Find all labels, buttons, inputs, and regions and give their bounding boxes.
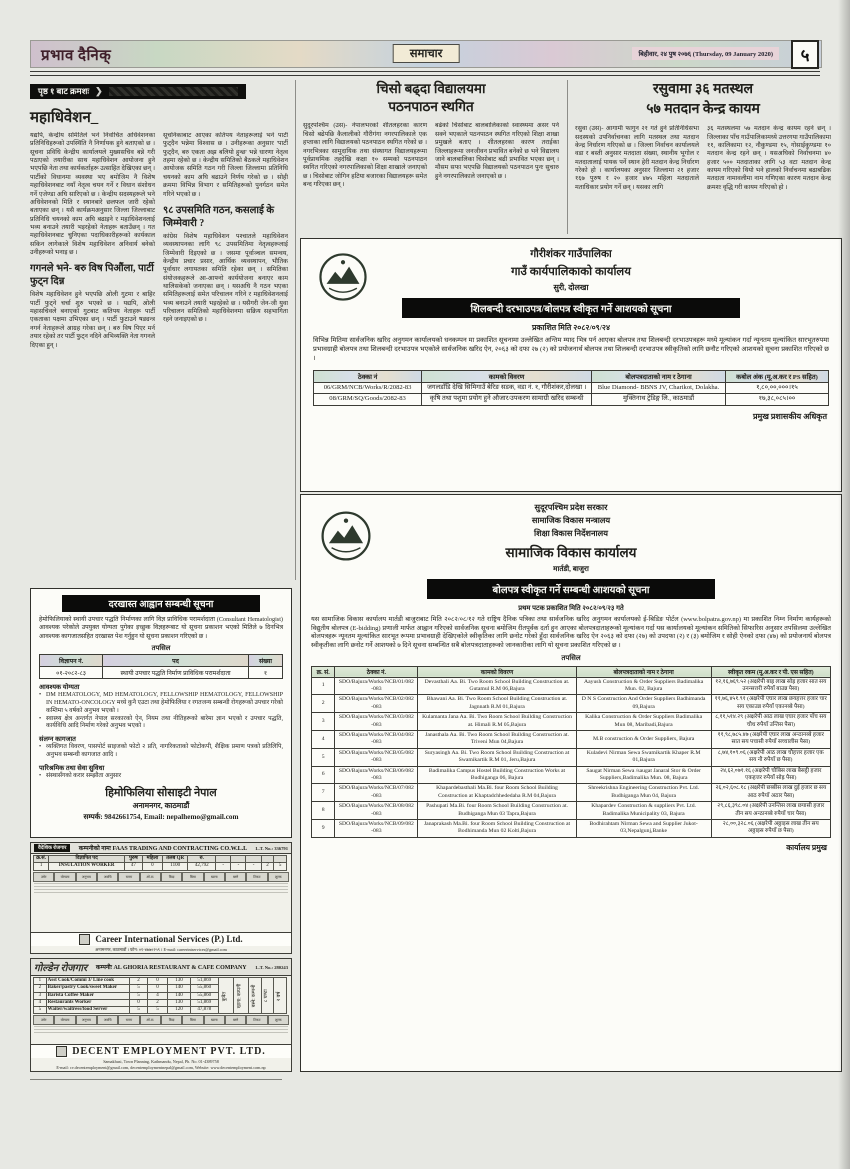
column-divider — [567, 80, 568, 234]
page-number: ५ — [791, 40, 819, 69]
body-paragraph: यद्यपि, केन्द्रीय समितिले भने निर्वाचित अधिवेशनका प्रतिनिधिहरूको उपस्थिति नै निर्णायक हुने बताएको छ । सूचना प्रविधि केन्द्रीय कार्यालयले मुख्यसचिव बन्ने गरी पठाएको तयारीका साथ महाधिवेशन आयोजना हुने भएपछि नेता तथा कार्यकर्ताहरू उत्साहित देखिएका छन् । पार्टीको विधानमा व्यवस्था भए बमोजिम नै विशेष महाधिवेशनबाट नयाँ नेतृत्व चयन गर्ने र विधान संशोधन गर्ने एजेण्डा अघि सारिएको छ । केन्द्रीय सदस्यहरूले भने अधिवेशनको मिति र स्थानबारे छलफल जारी रहेको बताएका छन् । यसै कार्यक्रमअनुसार जिल्ला जिल्लाबाट प्रतिनिधि चयनको काम अघि बढाइने र महाधिवेशनलाई भव्य बनाउने तयारी भइरहेको नेताहरू बताउँछन् । गत महाधिवेशनबाट चुनिएका पदाधिकारीहरूको कार्यकाल सकिन लागेकाले विशेष महाधिवेशन अनिवार्य बनेको उनीहरूको भनाइ छ । — [30, 132, 155, 257]
col-header: स्वीकृत रकम (मू.अ.कर र पी. एस सहित) — [711, 666, 830, 677]
bottom-rule — [30, 1079, 282, 1080]
bidder: Bodhirahtam Nirman Sewa and Supplier Jukot-03,Nepalgunj,Banke — [576, 820, 711, 838]
tender-table — [313, 370, 829, 406]
ad-category-tag: वैदेशिक रोजगार — [34, 844, 70, 852]
table-row — [312, 713, 831, 731]
agency-email: E-mail: cv.decentemployment@gmail.com, decentemploymentnepal@gmail.com, Website: www.decentemployment.com.np — [56, 1064, 266, 1070]
qualification-item — [39, 692, 283, 716]
bidder: Aayush Construction & Order Suppliers Badimalika Mun. 02, Bajura — [576, 677, 711, 695]
article-title-line1: रसुवामा ३६ मतस्थल — [652, 82, 754, 97]
notice-letterhead — [301, 495, 841, 574]
notice-title-banner: शिलबन्दी दरभाउपत्र/बोलपत्र स्वीकृत गर्ने आशयको सूचना — [402, 298, 740, 318]
sn: 6 — [312, 766, 335, 784]
vacancy-table — [39, 654, 283, 679]
chevron-right-icon: ❯ — [95, 86, 103, 96]
salary: 140 — [168, 985, 191, 992]
npr-equivalent: 51,869 — [190, 999, 218, 1006]
col-header — [261, 856, 274, 863]
col-header: महिला — [142, 856, 162, 863]
decent-employment-ad — [30, 958, 292, 1072]
bidder: D N S Construction And Order Suppliers Badhimanda 09,Bajura — [576, 695, 711, 713]
tender-no: 08/GRM/SQ/Goods/2082-83 — [314, 394, 422, 406]
extra-cell: - — [246, 863, 261, 870]
body-paragraph: रसुवा (उस)- आगामी फागुन २१ गते हुने प्रतिनिधिसभा सदस्यको उपनिर्वाचनका लागि मतस्थल तथा मतदान केन्द्र निर्धारण गरिएको छ । जिल्ला निर्वाचन कार्यालयले वडा र बस्ती अनुसार मतदाता संख्या, स्थानीय भूगोल र मतदातालाई पायक पर्ने स्थान हेरी मतदान केन्द्र निर्धारण गरेको हो । कार्यालयका अनुसार जिल्लामा २१ हजार १६७ पुरुष र २० हजार ४७५ महिला मतदाताले मताधिकार प्रयोग गर्ने छन् । यसका लागि — [575, 125, 699, 191]
side-label: खाना: कम्पनी — [233, 978, 248, 1014]
col-header: बोलपत्रदाताको नाम र ठेगाना — [592, 370, 726, 382]
article-body — [575, 125, 831, 237]
publish-date: प्रकाशित मिति २०८२/०९/२४ — [531, 323, 611, 332]
company-text: FAAS TRADING AND CONTRACTING CO.W.L.L — [112, 846, 248, 852]
bidder: M.B construction & Order Suppliers, Bajura — [576, 731, 711, 749]
condition-col: बिदा — [161, 872, 182, 882]
tender-no: 06/GRM/NCB/Works/R/2082-83 — [314, 382, 422, 394]
condition-col: खाना — [204, 1015, 225, 1025]
tender-no: SDO/Bajura/Works/NCB/09/082-083 — [335, 820, 418, 838]
agency-address: Samakhusi, Town Planning, Kathmandu, Nepal, Ph. No. 01-4389758 — [103, 1059, 219, 1065]
col-header — [274, 856, 287, 863]
hatch-decoration — [109, 87, 238, 96]
work-desc: Kulamanta Jana Aa. Bi. Two Room School Building Construction at. Himali R.M 05,Bajura — [418, 713, 576, 731]
female-count: 2 — [147, 999, 167, 1006]
salary: 130 — [168, 999, 191, 1006]
office-name: सामाजिक विकास कार्यालय — [505, 545, 637, 560]
condition-col: बस्ने — [225, 1015, 246, 1025]
tender-no: SDO/Bajura/Works/NCB/08/082-083 — [335, 802, 418, 820]
article-subhead: ९८ उपसमिति गठन, कसलाई के जिम्मेवारी ? — [163, 204, 275, 229]
notice-body: विभिन्न मितिमा सार्वजनिक खरिद अनुगमन कार्यालयको धनकम्पन मा प्रकाशित सूचनामा उल्लेखित अन्तिम म्याद भित्र पर्न आएका बोलपत्र तथा शिलबन्दी दरभाउपत्रहरू मध्ये मूल्यांकन गर्दा न्यूनतम मूल्यांकित सारभूतरुपमा प्रभावग्राही बोलपत्र तथा शिलबन्दी दरभाउपत्र भएकोले सार्वजनिक खरिद ऐन, २०६३ को दफा २७ (२) को प्रयोजनार्थ बोलपत्र तथा शिलबन्दी दरभाउपत्र स्वीकृतिको लागि छनौट गरिएको आशयको सूचना प्रकाशित गरिएको छ । — [313, 337, 829, 362]
post: Baker/pastry Cook/sweet Maker — [46, 985, 130, 992]
nepal-government-emblem-icon — [319, 509, 373, 568]
col-header: तलब QR — [163, 856, 188, 863]
condition-col: बिदा — [161, 1015, 182, 1025]
salary: 140 — [168, 992, 191, 999]
sn: 1 — [34, 863, 49, 870]
col-header: पुरुष — [125, 856, 143, 863]
ad-position-table — [33, 977, 287, 1014]
col-header: संख्या — [248, 654, 282, 666]
bidder: Kalika Construction & Order Suppliers Badimalika Mun 08, Maribadi,Bajura — [576, 713, 711, 731]
notice-title-banner: दरखास्त आह्वान सम्बन्धी सूचना — [62, 595, 260, 612]
col-header: क्र.सं. — [34, 856, 49, 863]
col-header — [231, 856, 246, 863]
ad-brand: गोल्डेन रोजगार — [34, 963, 88, 974]
signatory: प्रमुख प्रशासकीय अधिकृत — [752, 411, 827, 421]
work-desc: Bhawani Aa. Bi. Two Room School Building Construction at. Jagnnath R.M 01,Bajura — [418, 695, 576, 713]
work-desc: Badimalika Campus Hostel Building Construction Works at Budhiganga 06, Bajura — [418, 766, 576, 784]
documents-heading: संलग्न कागजात — [39, 736, 76, 744]
post: Restaurants Worker — [46, 999, 130, 1006]
publish-date: प्रथम पटक प्रकाशित मिति २०८२/०९/२३ गते — [518, 605, 624, 612]
work-desc: जगलडाँडि देखि सिमिगाउँ बेरिङ सडक, वडा नं. १, गौरीशंकर,दोलखा । — [422, 382, 592, 394]
tender-no: SDO/Bajura/Works/NCB/02/082-083 — [335, 695, 418, 713]
condition-col: घण्टा — [118, 1015, 139, 1025]
agency-name: Career International Services (P.) Ltd. — [95, 934, 243, 945]
extra-cell: 2 — [261, 863, 274, 870]
column-divider — [295, 80, 296, 580]
table-row — [312, 695, 831, 713]
male-count: 5 — [130, 992, 148, 999]
condition-col: अनुभव — [76, 1015, 97, 1025]
sn: 7 — [312, 784, 335, 802]
sdo-notice — [300, 494, 842, 1072]
male-count: 0 — [130, 999, 148, 1006]
work-desc: Khapardebasthali Ma.Bi. four Room School Building Construction at Khaptadchhededaha R.M 04,Bajura — [418, 784, 576, 802]
salary: 130 — [168, 978, 191, 985]
agency-logo-icon — [79, 934, 90, 945]
sn: 2 — [312, 695, 335, 713]
mid-article — [303, 80, 559, 232]
condition-col: घण्टा — [118, 872, 139, 882]
bullet: • — [39, 773, 42, 780]
ad-table-row — [34, 863, 287, 870]
col-header: बोलपत्रदाताको नाम र ठेगाना — [576, 666, 711, 677]
col-header: क्र. सं. — [312, 666, 335, 677]
bidder: Blue Diamond- BBNS JV, Charikot, Dolakha. — [592, 382, 726, 394]
condition-col: उमेर — [33, 872, 54, 882]
post: Waiter/waitress/food Server — [46, 1007, 130, 1014]
bullet: • — [39, 691, 42, 698]
extra-cell: - — [231, 863, 246, 870]
extra-cell: - — [216, 863, 231, 870]
date-line: बिहीवार, २४ पुष २०७६ (Thursday, 09 January 2020) — [632, 47, 779, 60]
condition-col: बिमा — [182, 872, 203, 882]
ad-header — [31, 959, 291, 976]
condition-col: ओ.टा. — [140, 872, 161, 882]
sn: 5 — [34, 1007, 47, 1014]
ad-fineprint — [34, 883, 288, 895]
agency-contact — [31, 1058, 291, 1071]
table-header-row — [40, 654, 283, 666]
ad-table-header — [34, 856, 287, 863]
body-paragraph: विशेष महाधिवेशन हुने भएपछि ओली गुटमा र बाहिर पार्टी फुट्ने चर्चा शुरु भएको छ । यद्यपि, ओली महासचिवले बनाएको गुटबाट कतिपय नेताहरू पार्टी एकताका पक्षमा उभिएका छन् । पार्टी फुटाउने षड्यन्त्र नगर्न नेताहरूले आग्रह गरेका छन् । बरु विष पिएर मर्न तयार रहेको तर पार्टी फुट्न नदिने अभिव्यक्ति नेता गगनले दिएका हुन् । — [30, 291, 155, 349]
company-label: कम्पनीको नामः — [78, 846, 111, 852]
body-paragraph: सुदूरपश्चिम (उस)- नेपालभरको शीतलहरका कारण चिसो बढेपछि कैलालीको गौरीगंगा नगरपालिकाले एक हप्ताका लागि विद्यालयको पठनपाठन स्थगित गरेको छ । नगरभित्रका सामुदायिक तथा संस्थागत विद्यालयहरूमा पूर्वप्राथमिक तहदेखि कक्षा १० सम्मको पठनपाठन स्थगित गरिएको नगरपालिकाको शिक्षा शाखाले जनाएको छ । चिसोबाट जोगिन हटिया बजारका विद्यालयहरू समेत बन्द गरिएका छन् । — [303, 122, 427, 188]
sn: 8 — [312, 802, 335, 820]
salary: 1100 — [163, 863, 188, 870]
pay-item — [39, 773, 283, 781]
condition-col: अवधि — [97, 872, 118, 882]
amount: ८,११,५१४.२९ (अक्षरेपी आठ लाख एघार हजार पाँच सय चौध रुपैयाँ उन्तिस पैसा) — [711, 713, 830, 731]
work-desc: Janasthala Aa. Bi. Two Room School Building Construction at. Triveni Mun 04,Bajura — [418, 731, 576, 749]
gov-line: सामाजिक विकास मन्त्रालय — [531, 516, 611, 525]
qualification-text: DM HEMATOLOGY, MD HEMATOLOGY, FELLOWSHIP HEMATOLOGY, FELLOWSHIP IN HEMATO-ONCOLOGY मध्ये कुनै एउटा तथा हेमोफिलिया र रगतजन्य सम्बन्धी रोगहरूको उपचार गरेको कम्तिमा ५ वर्षको अनुभव भएको । — [46, 691, 283, 714]
article-body — [30, 132, 288, 584]
female-count: 0 — [147, 985, 167, 992]
agency-contact: अनामनगर, काठमाडौं । फोन: ०१-४७७०२५९ । E-mail: careerintservices@gmail.com — [95, 946, 227, 952]
salary: 120 — [168, 1007, 191, 1014]
tender-no: SDO/Bajura/Works/NCB/05/082-083 — [335, 748, 418, 766]
signatory: कार्यालय प्रमुख — [786, 842, 827, 852]
org-name: हिमोफिलिया सोसाइटी नेपाल — [105, 787, 217, 800]
extra-cell: 5 — [274, 863, 287, 870]
bid-table — [311, 666, 831, 838]
col-header: विज्ञापन नं. — [40, 654, 103, 666]
masthead — [30, 40, 822, 68]
qualification-heading: आवश्यक योग्यता — [39, 683, 80, 691]
hemophilia-notice — [30, 588, 292, 838]
lt-number: L.T. No.: 280243 — [255, 964, 288, 970]
article-body — [303, 122, 559, 232]
condition-col: योग्यता — [54, 872, 75, 882]
table-header-row — [314, 370, 829, 382]
article-title-line1: चिसो बढ्दा विद्यालयमा — [376, 81, 486, 96]
agency-banner — [31, 932, 291, 946]
company-name — [91, 963, 252, 971]
body-paragraph: बढेको चिसोबाट बालबालिकाको स्वास्थ्यमा असर पर्न सक्ने भएकाले पठनपाठन स्थगित गरिएको शिक्षा शाखा प्रमुखले बताए । शीतलहरका कारण तराईका जिल्लाहरूमा जनजीवन प्रभावित बनेको छ भने विद्यालय जाने बालबालिका चिसोबाट बढी प्रभावित भएका छन् । मौसम सफा भएपछि विद्यालयको पठनपाठन पुनः सुचारु हुने नगरपालिकाले जनाएको छ । — [435, 122, 559, 180]
continued-label: पृष्ठ १ बाट क्रमशः — [38, 86, 90, 96]
sn: 4 — [34, 999, 47, 1006]
table-header-row — [312, 666, 831, 677]
sn: 3 — [34, 992, 47, 999]
amount: ८,७४,१०९.०६ (अक्षरेपी आठ लाख चौहत्तर हजार एक सय नौ रुपैयाँ छ पैसा) — [711, 748, 830, 766]
sn: 4 — [312, 731, 335, 749]
col-header: रु. — [188, 856, 216, 863]
npr-equivalent: 47,878 — [190, 1007, 218, 1014]
amount: २९,८६,३९८.०४ (अक्षरेपी उनन्तिस लाख छयासी हजार तीन सय अन्ठानब्बे रुपैयाँ चार पैसा) — [711, 802, 830, 820]
side-label: कुवेत — [218, 978, 233, 1014]
bidder: मुक्तिनाथ ट्रेडिङ्ग लि., काठमाडौं — [592, 394, 726, 406]
work-desc: Pashupati Ma.Bi. four Room School Building Construction at. Budhiganga Mun 03 Tapra,Bajura — [418, 802, 576, 820]
sn: 1 — [312, 677, 335, 695]
tapasil-label: तपसिल — [151, 644, 171, 652]
condition-col: बस्ने — [225, 872, 246, 882]
table-row — [314, 394, 829, 406]
male-count: 5 — [130, 985, 148, 992]
continued-from-page1-box — [30, 84, 246, 99]
right-article — [575, 80, 831, 237]
tender-no: SDO/Bajura/Works/NCB/06/082-083 — [335, 766, 418, 784]
npr-equivalent: 55,860 — [190, 985, 218, 992]
condition-col: टिकट — [246, 1015, 267, 1025]
notice-title-banner: बोलपत्र स्वीकृत गर्ने सम्बन्धी आशयको सूचना — [427, 579, 715, 599]
bullet: • — [39, 715, 42, 722]
table-row — [312, 677, 831, 695]
ad-table-row — [34, 978, 287, 985]
work-desc: Janaprakash Ma.Bi. four Room School Building Construction at Bodhimanda Mun 02 Kolti,Bajura — [418, 820, 576, 838]
condition-col: अनुभव — [76, 872, 97, 882]
table-row — [312, 748, 831, 766]
article-subhead: गगनले भने- बरु विष पिऔंला, पार्टी फुट्न दिन्न — [30, 263, 154, 288]
col-header: कामको विवरण — [422, 370, 592, 382]
article-title-line2: पठनपाठन स्थगित — [388, 99, 474, 115]
col-header: ठेक्का नं. — [335, 666, 418, 677]
col-header — [246, 856, 261, 863]
bidder: Khapardev Construction & suppliers Pvt. Ltd. Badimalika Municipality 03, Bajura — [576, 802, 711, 820]
post: Barista Coffee Maker — [46, 992, 130, 999]
female-count: 0 — [142, 863, 162, 870]
side-label: बस्ने: कम्पनी — [249, 978, 262, 1014]
condition-col: योग्यता — [54, 1015, 75, 1025]
condition-col: खाना — [204, 872, 225, 882]
table-row — [40, 666, 283, 678]
faas-employment-ad — [30, 842, 292, 954]
table-row — [312, 802, 831, 820]
masthead-rule — [30, 71, 820, 76]
body-paragraph: ३६ मतस्थलमा ५७ मतदान केन्द्र कायम रहने छन् । जिल्लाका पाँच गाउँपालिकामध्ये उत्तरगया गाउँपालिकामा ११, कालिकामा १२, नौकुण्डमा १५, गोसाईकुण्डमा १० मतदान केन्द्र रहने छन् । यसअघिको निर्वाचनमा ४० हजार ५०० मतदाताका लागि ५३ वटा मतदान केन्द्र कायम गरिएको थियो भने हालको निर्वाचनमा बढाबढिक मतदाता नामावलीमा नाम गणिएका कारण मतदान केन्द्र क्रमशः वृद्धि गरी कायम गरिएको हो । — [707, 125, 831, 191]
pay-heading: पारिश्रमिक तथा सेवा सुविधा — [39, 765, 105, 773]
article-title — [303, 80, 559, 116]
article-title — [575, 80, 831, 119]
amount: २४,६२,०७१.१६ (अक्षरेपी चौबिस लाख बैसट्ठी हजार एकहत्तर रुपैयाँ सोह्र पैसा) — [711, 766, 830, 784]
female-count: 4 — [147, 992, 167, 999]
npr-equivalent: 51,869 — [190, 978, 218, 985]
company-name — [74, 844, 251, 852]
col-header: कबोल अंक (मू.अ.कर र PS सहित) — [725, 370, 828, 382]
col-header: ठेक्का नं — [314, 370, 422, 382]
lt-number: L.T. No.: 336791 — [255, 845, 288, 851]
sn: 5 — [312, 748, 335, 766]
document-item — [39, 744, 283, 760]
table-row — [312, 820, 831, 838]
article-title: महाधिवेशन_ — [30, 110, 99, 126]
org-address: अनामनगर, काठमाडौं — [132, 801, 190, 811]
pay-text: संस्थासँगको करार सम्झौता अनुसार — [46, 773, 122, 780]
agency-banner — [31, 1044, 291, 1058]
tender-no: SDO/Bajura/Works/NCB/07/082-083 — [335, 784, 418, 802]
condition-col: टिकट — [246, 872, 267, 882]
table-row — [312, 766, 831, 784]
condition-col: शुल्क — [268, 1015, 289, 1025]
tender-no: SDO/Bajura/Works/NCB/01/082-083 — [335, 677, 418, 695]
table-row — [312, 784, 831, 802]
body-paragraph: सूचनिकाबाट आएका कतिपय नेताहरूलाई भने पार्टी फुट्दैन भन्नेमा विश्वास छ । उनीहरूका अनुसार 'पार्टी फुट्दैन, बरु एकता अझ बलियो हुन्छ' भन्ने धारणा नेतृत्व तहमा रहेको छ । केन्द्रीय समितिको बैठकले महाधिवेशन आयोजक समिति गठन गरी जिल्ला जिल्लामा प्रतिनिधि चयनको काम अघि बढाउने निर्णय गरेको छ । सोही क्रममा विभिन्न विभाग र समितिहरूको पुनर्गठन समेत गरिने भएको छ । — [163, 132, 288, 198]
amount: १,८०,००,०००।१५ — [725, 382, 828, 394]
table-row — [314, 382, 829, 394]
amount: २६,०२,६०८.१८ (अक्षरेपी छब्बीस लाख दुई हजार छ सय आठ रुपैयाँ अठार पैसा) — [711, 784, 830, 802]
gaurishankar-notice — [300, 238, 842, 492]
ad-no: ०१-२०८२-८३ — [40, 666, 103, 678]
nepal-government-emblem-icon — [317, 251, 369, 308]
ad-header — [31, 843, 291, 854]
female-count: 0 — [147, 978, 167, 985]
amount: २८,००,३२८.०६ (अक्षरेपी अठ्ठाइस लाख तीन सय अठ्ठाइस रुपैयाँ छ पैसा) — [711, 820, 830, 838]
amount: १२,१६,७६९.५२ (अक्षरेपी बाह्र लाख सोह्र हजार सात सय उनन्सत्तरी रुपैयाँ बाउन्न पैसा) — [711, 677, 830, 695]
work-desc: Suryasingh Aa. Bi. Two Room School Building Construction at Swamikartik R.M 01, Jeru,Bajura — [418, 748, 576, 766]
section-label: समाचार — [393, 44, 460, 63]
office-location: सुरी, दोलखा — [553, 283, 589, 292]
work-desc: Devasthali Aa. Bi. Two Room School Building Construction at. Gutamul R.M 06,Bajura — [418, 677, 576, 695]
condition-col: उमेर — [33, 1015, 54, 1025]
office-location: मार्तडी, बाजुरा — [553, 565, 589, 573]
org-contact: सम्पर्क: 9842661754, Email: nepalhemo@gmail.com — [83, 813, 239, 822]
female-count: 5 — [147, 1007, 167, 1014]
bidder: Saugat Nirman Sewa /saugat Janaral Stor & Order Suppliers,Badimalika Mun. 08, Bajura — [576, 766, 711, 784]
ad-position-table — [33, 855, 287, 871]
amount: १७,३८,०८५।०० — [725, 394, 828, 406]
condition-col: ओ.टा. — [140, 1015, 161, 1025]
count: १ — [248, 666, 282, 678]
tapasil-label: तपसिल — [561, 653, 581, 662]
qualification-item — [39, 716, 283, 732]
article-title-line2: ५७ मतदान केन्द्र कायम — [646, 101, 760, 117]
tender-no: SDO/Bajura/Works/NCB/03/082-083 — [335, 713, 418, 731]
amount: ११,९८,७८५.४७ (अक्षरेपी एघार लाख अन्ठानब्बे हजार सात सय पचासी रुपैयाँ सच्चालीस पैसा) — [711, 731, 830, 749]
tender-no: SDO/Bajura/Works/NCB/04/082-083 — [335, 731, 418, 749]
post: Asst Cook/Commi 3/ Line cook — [46, 978, 130, 985]
gov-line: शिक्षा विकास निर्देशनालय — [534, 529, 608, 538]
col-header: कामको विवरण — [418, 666, 576, 677]
bullet: • — [39, 744, 42, 751]
col-header — [216, 856, 231, 863]
side-label: ८ घण्टा — [261, 978, 274, 1014]
amount: ११,७६,४५१.९१ (अक्षरेपी एघार लाख छयहत्तर हजार चार सय एकाउन्न रुपैयाँ एकानब्बे पैसा) — [711, 695, 830, 713]
notice-letterhead — [301, 239, 841, 293]
post: स्थायी उपचार पद्धति निर्माण प्राविधिक परामर्शदाता — [103, 666, 249, 678]
sn: 9 — [312, 820, 335, 838]
sn: 2 — [34, 985, 47, 992]
table-row — [312, 731, 831, 749]
npr-equivalent: 42,792 — [188, 863, 216, 870]
office-name: गाउँ कार्यपालिकाको कार्यालय — [511, 266, 631, 278]
agency-name: DECENT EMPLOYMENT PVT. LTD. — [72, 1046, 266, 1058]
male-count: 47 — [125, 863, 143, 870]
side-label: २ वर्ष — [274, 978, 287, 1014]
agency-logo-icon — [56, 1046, 67, 1057]
document-text: व्यक्तिगत विवरण, पासपोर्ट साइजको फोटो २ प्रति, नागरिकताको फोटोकपी, शैक्षिक प्रमाण पत्रको प्रतिलिपि, अनुभव सम्बन्धी कागजात आदि । — [46, 744, 283, 759]
condition-col: अवधि — [97, 1015, 118, 1025]
company-label: कम्पनीः — [95, 965, 112, 971]
left-article — [30, 84, 288, 584]
ad-fineprint — [34, 1026, 288, 1034]
ad-conditions-strip — [33, 872, 289, 882]
org-name: गौरीशंकर गाउँपालिका — [530, 249, 612, 260]
col-header: पद — [103, 654, 249, 666]
male-count: 5 — [130, 1007, 148, 1014]
qualification-text: स्वास्थ्य क्षेत्र अन्तर्गत नेपाल सरकारको ऐन, नियम तथा नीतिहरूको बारेमा ज्ञान भएको र उपचार पद्धति, कार्यविधि आदि निर्माण गरेको अनुभव भएको । — [46, 715, 283, 730]
ad-conditions-strip — [33, 1015, 289, 1025]
bidder: Shreekrishna Engineering Construction Pvt. Ltd. Budhiganga Mun 04, Bajura — [576, 784, 711, 802]
company-text: AL GHORIA RESTAURANT & CAFE COMPANY — [113, 965, 247, 971]
male-count: 2 — [130, 978, 148, 985]
work-desc: कृषि तथा पशुमा प्रयोग हुने औजार/उपकरण सामाग्री खरिद सम्बन्धी — [422, 394, 592, 406]
col-header: विज्ञापित पद — [49, 856, 125, 863]
notice-body: यस सामाजिक विकास कार्यालय मार्तडी बाजुराबाट मिति २०८२/०८/१२ गते राष्ट्रिय दैनिक पत्रिका तथा सार्वजनिक खरिद अनुगमन कार्यालयको ई-बिडिङ पोर्टल (www.bolpatra.gov.np) मा प्रकाशित निम्न निर्माण कार्यहरूको विद्युतीय बोलपत्र (E-bidding) प्रणाली मार्फत आह्वान गरिएको सार्वजनिक सूचना बमोजिम रीतपूर्वक दर्ता हुन आएका बोलपत्रदाताहरूको मूल्यांकन गर्दा यस कार्यालयको मूल्यांकन समितिको सिफारिस अनुसार तपसिलमा उल्लेखित बोलपत्रहरू न्यूनतम मूल्यांकित सारभूत रूपमा प्रभावग्राही देखिएकोले स्वीकृतिका लागि छनोट गरेको हुँदा सार्वजनिक खरिद ऐन २०६३ को दफा (२७) को उपदफा (२) र (३) बमोजिम र सोही ऐनको दफा (४७) को प्रयोजनार्थ बोलपत्र स्वीकृतीका लागि छनोट गर्ने आशयको ७ दिने सूचना सम्बन्धित सबै बोलपत्रदाताहरूको जानकारीका लागि यो सूचना प्रकाशित गरिएको छ । — [311, 616, 831, 649]
condition-col: बिमा — [182, 1015, 203, 1025]
gov-line: सुदूरपश्चिम प्रदेश सरकार — [534, 503, 608, 512]
sn: 3 — [312, 713, 335, 731]
condition-col: शुल्क — [268, 872, 289, 882]
notice-body: हेमोफिलियाको स्थायी उपचार पद्धति निर्माणका लागि विज्ञ प्राविधिक परामर्शदाता (Consultant Hematologist) आवश्यक परेकोले उपयुक्त योग्यता पुगेका इच्छुक विज्ञहरूबाट यो सूचना प्रकाशन भएको मितिले ७ दिनभित्र आवश्यक कागजातसहित दरखास्त पेश गर्नुहुन यो सूचना प्रकाशन गरिएको छ । — [39, 616, 283, 640]
sn: 1 — [34, 978, 47, 985]
npr-equivalent: 55,860 — [190, 992, 218, 999]
body-paragraph: कांग्रेस विशेष महाधिवेशन पश्चातले महाधिवेशन व्यवस्थापनका लागि ९८ उपसमितिमा नेतृत्वहरूलाई जिम्मेवारी दिइएको छ । जसमा पूर्वाञ्चल समन्वय, केन्द्रीय प्रचार प्रसार, आर्थिक व्यवस्थापन, भौतिक पूर्वाधार लगायतका समिति रहेका छन् । समितिका संयोजकहरूले आ-आफ्नो कार्ययोजना बनाएर काम थालिसकेको जनाएका छन् । यसअघि नै गठन भएका समितिहरूलाई समेत परिचालन गरिने र महाधिवेशनलाई भव्य बनाउने तयारी भइरहेको छ । यसैगरी जेन-जी युवा परिचालन समितिको महाधिवेशनमा सक्रिय सहभागिता रहने जनाइएको छ । — [163, 232, 288, 324]
post: INSULATION WORKER — [49, 863, 125, 870]
bidder: Kuladevi Nirman Sewa Swamikartik Khaper R.M 01,Bajura — [576, 748, 711, 766]
paper-title: प्रभाव दैनिक् — [41, 48, 112, 64]
